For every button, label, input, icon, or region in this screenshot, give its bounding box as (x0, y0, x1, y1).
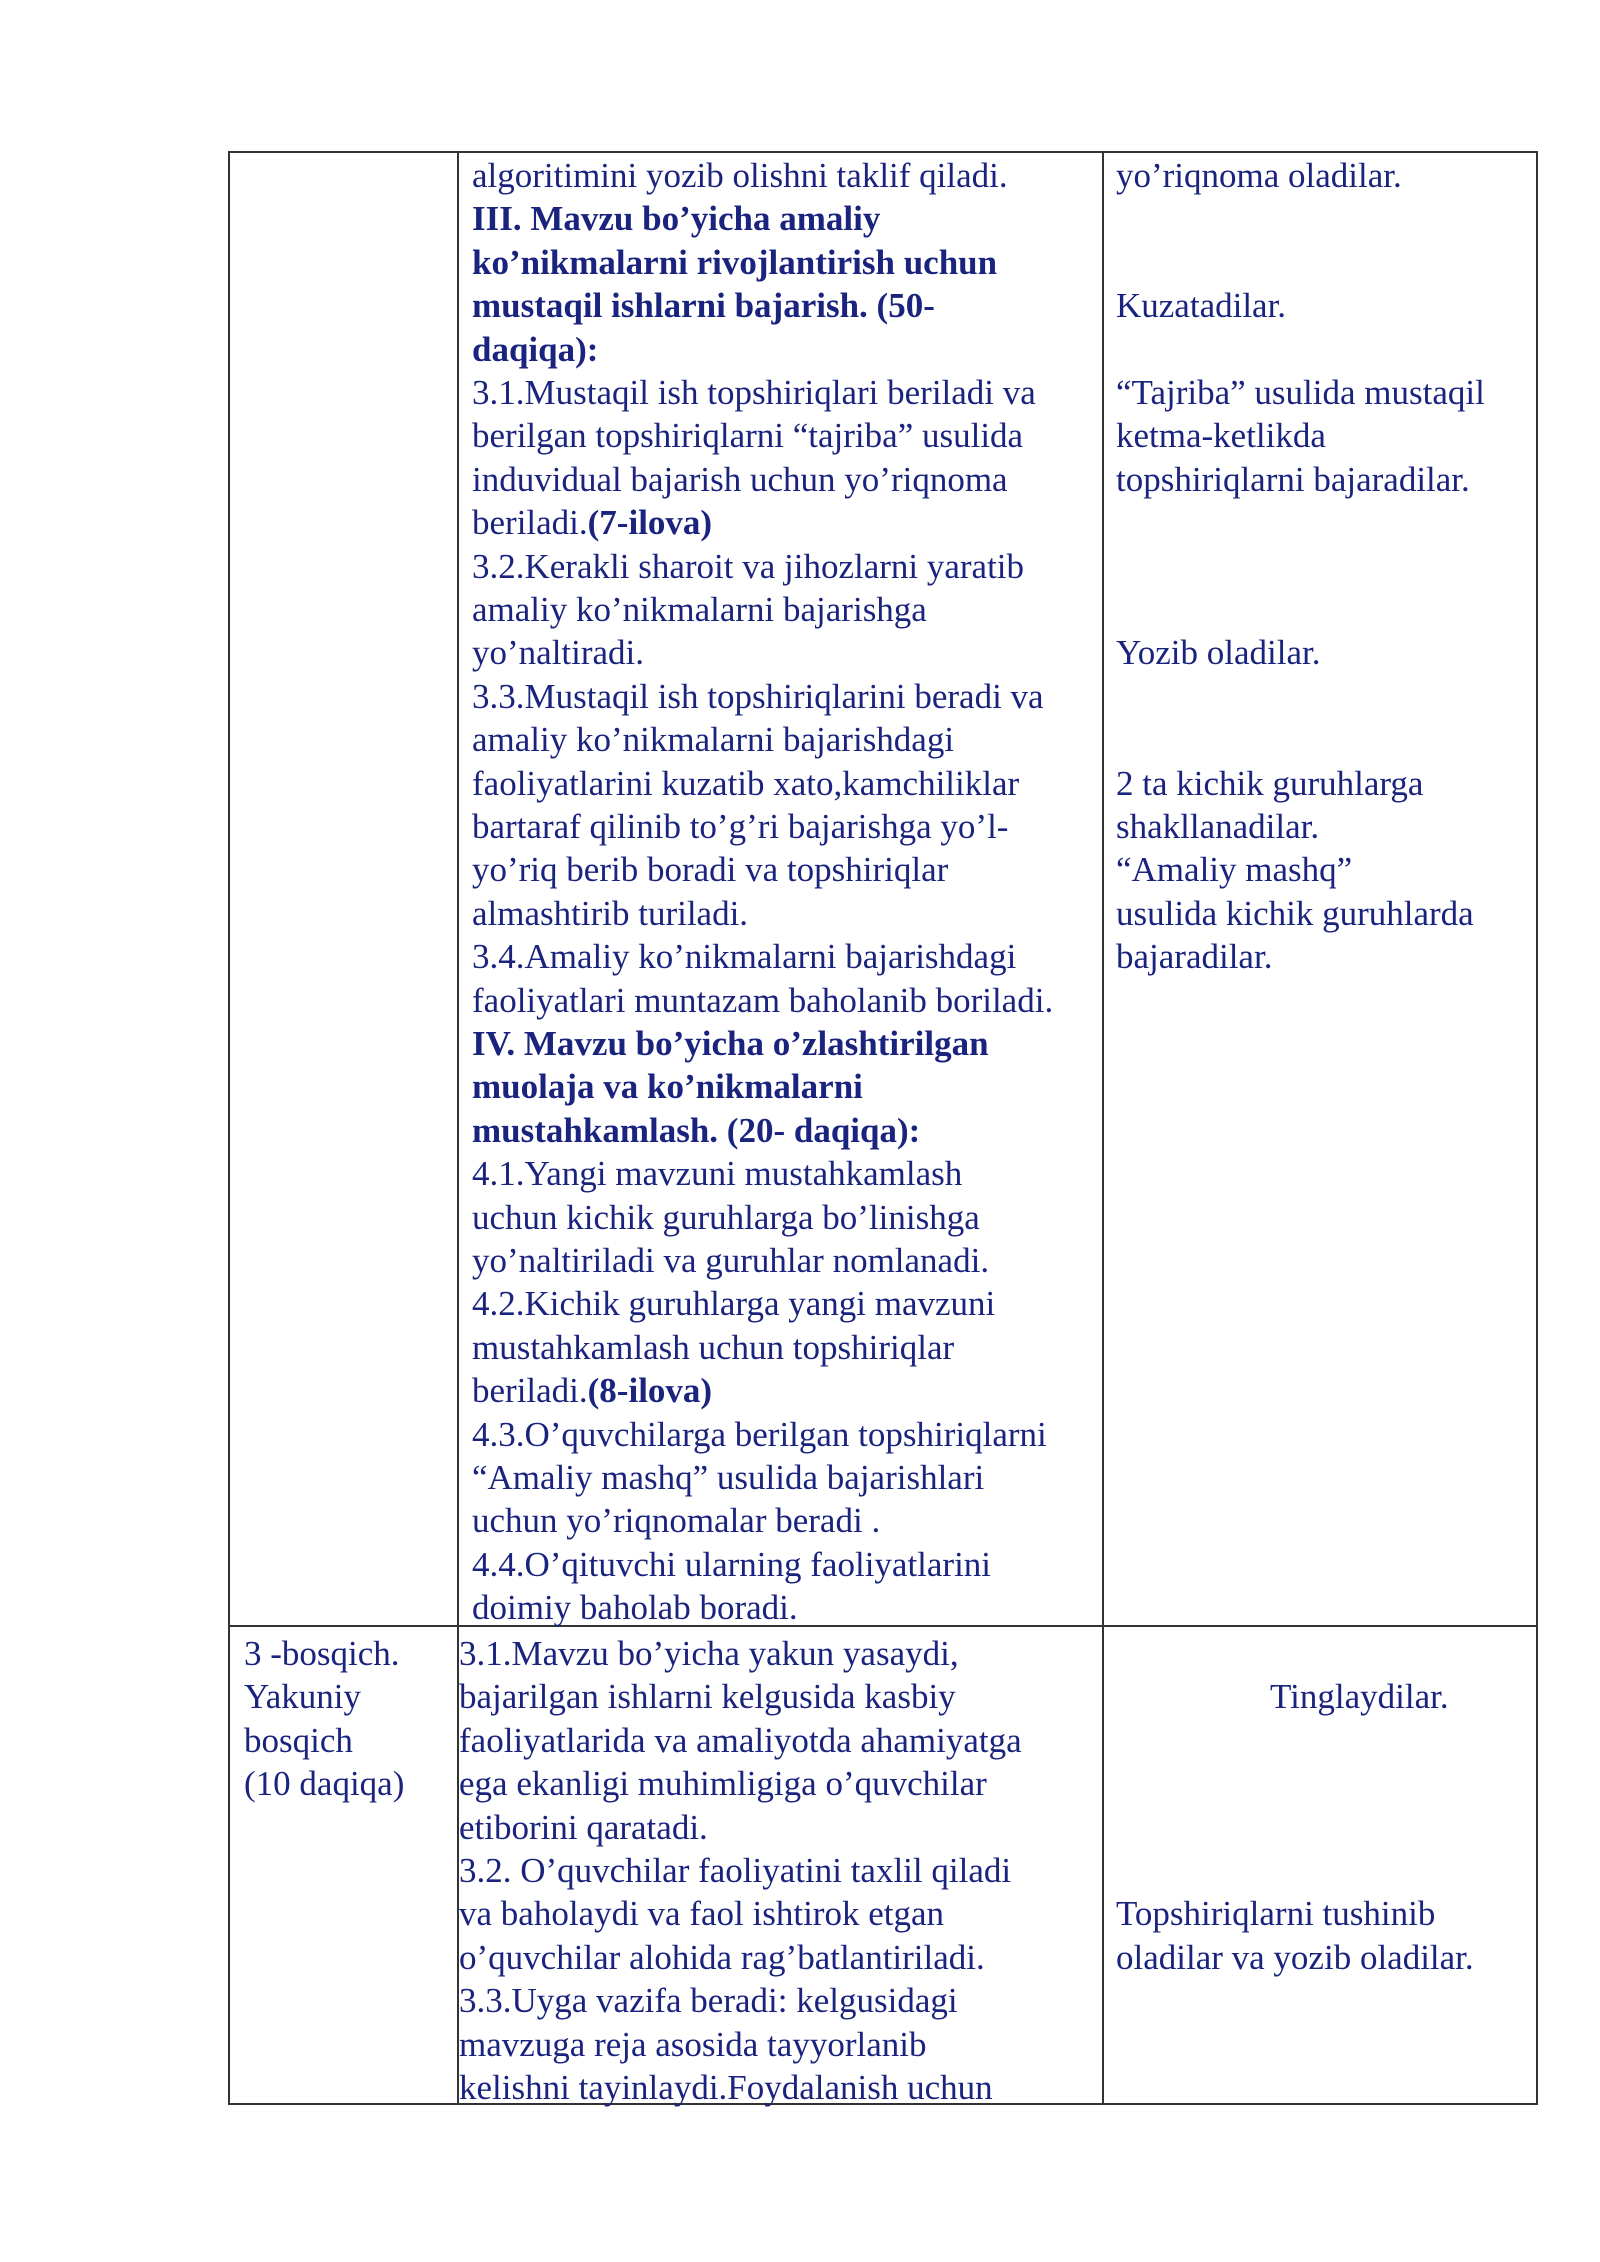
teacher-activity-line: amaliy ko’nikmalarni bajarishdagi (472, 720, 955, 760)
student-activity-line: “Amaliy mashq” (1116, 850, 1353, 890)
stage-label-line: 3 -bosqich. (244, 1634, 400, 1673)
teacher-activity-line: algoritimini yozib olishni taklif qiladi. (472, 156, 1008, 195)
stage-label-line: Yakuniy (244, 1677, 362, 1717)
teacher-activity-line: 4.4.O’qituvchi ularning faoliyatlarini (472, 1544, 992, 1584)
teacher-activity-line: bartaraf qilinib to’g’ri bajarishga yo’l- (472, 807, 1009, 846)
student-activity-line: oladilar va yozib oladilar. (1116, 1937, 1474, 1977)
teacher-activity-line: 3.3.Mustaqil ish topshiriqlarini beradi va (472, 676, 1044, 716)
teacher-activity-line: IV. Mavzu bo’yicha o’zlashtirilgan (472, 1024, 989, 1063)
teacher-activity-line: uchun yo’riqnomalar beradi . (472, 1501, 881, 1541)
teacher-activity-line: o’quvchilar alohida rag’batlantiriladi. (459, 1937, 985, 1977)
teacher-activity-line: ko’nikmalarni rivojlantirish uchun (472, 242, 998, 282)
teacher-activity-line: 3.2. O’quvchilar faoliyatini taxlil qiladi (459, 1851, 1012, 1890)
student-activity-line: yo’riqnoma oladilar. (1116, 156, 1402, 195)
teacher-activity-line: 3.4.Amaliy ko’nikmalarni bajarishdagi (472, 937, 1017, 977)
row1-stage-cell (230, 153, 459, 1627)
teacher-activity-line: 3.1.Mustaqil ish topshiriqlari beriladi va (472, 373, 1036, 412)
teacher-activity-line: uchun kichik guruhlarga bo’linishga (472, 1197, 980, 1237)
student-activity-line: “Tajriba” usulida mustaqil (1116, 373, 1485, 412)
student-activity-line: Yozib oladilar. (1116, 633, 1321, 673)
teacher-activity-line: 4.3.O’quvchilarga berilgan topshiriqlarni (472, 1414, 1047, 1454)
teacher-activity-line: beriladi.(7-ilova) (472, 503, 713, 543)
teacher-activity-line: 3.2.Kerakli sharoit va jihozlarni yaratib (472, 546, 1025, 586)
teacher-activity-line: doimiy baholab boradi. (472, 1588, 798, 1628)
teacher-activity-line: bajarilgan ishlarni kelgusida kasbiy (459, 1677, 956, 1717)
teacher-activity-line: 3.1.Mavzu bo’yicha yakun yasaydi, (459, 1634, 959, 1673)
stage-label-line: bosqich (244, 1720, 353, 1760)
student-activity-line: Kuzatadilar. (1116, 286, 1287, 326)
teacher-activity-line: faoliyatlari muntazam baholanib boriladi. (472, 980, 1054, 1020)
student-activity-line: Topshiriqlarni tushinib (1116, 1894, 1436, 1934)
student-activity-line: ketma-ketlikda (1116, 416, 1326, 456)
teacher-activity-line: ega ekanligi muhimligiga o’quvchilar (459, 1764, 987, 1804)
teacher-activity-line: faoliyatlarini kuzatib xato,kamchiliklar (472, 763, 1020, 803)
teacher-activity-line: III. Mavzu bo’yicha amaliy (472, 199, 881, 239)
stage-label-line: (10 daqiqa) (244, 1764, 405, 1804)
student-activity-line: topshiriqlarni bajaradilar. (1116, 459, 1470, 499)
teacher-activity-line: daqiqa): (472, 329, 599, 369)
student-activity-line: 2 ta kichik guruhlarga (1116, 763, 1424, 803)
student-activity-line: shakllanadilar. (1116, 807, 1320, 846)
teacher-activity-line: 3.3.Uyga vazifa beradi: kelgusidagi (459, 1981, 958, 2021)
teacher-activity-line: “Amaliy mashq” usulida bajarishlari (472, 1458, 985, 1497)
student-activity-line: usulida kichik guruhlarda (1116, 893, 1474, 933)
teacher-activity-line: kelishni tayinlaydi.Foydalanish uchun (459, 2068, 993, 2107)
teacher-activity-line: etiborini qaratadi. (459, 1807, 708, 1847)
teacher-activity-line: 4.2.Kichik guruhlarga yangi mavzuni (472, 1284, 996, 1324)
teacher-activity-line-appendix-ref: (7-ilova) (587, 503, 713, 543)
teacher-activity-line: va baholaydi va faol ishtirok etgan (459, 1894, 944, 1934)
teacher-activity-line: almashtirib turiladi. (472, 893, 749, 933)
teacher-activity-line: muolaja va ko’nikmalarni (472, 1067, 863, 1107)
teacher-activity-line: yo’naltiriladi va guruhlar nomlanadi. (472, 1241, 990, 1280)
teacher-activity-line: mustahkamlash. (20- daqiqa): (472, 1110, 921, 1150)
teacher-activity-line: induvidual bajarish uchun yo’riqnoma (472, 459, 1008, 499)
teacher-activity-line: amaliy ko’nikmalarni bajarishga (472, 590, 927, 629)
student-activity-line: bajaradilar. (1116, 937, 1273, 977)
teacher-activity-line: yo’riq berib boradi va topshiriqlar (472, 850, 949, 890)
teacher-activity-line: yo’naltiradi. (472, 633, 645, 673)
teacher-activity-line: mavzuga reja asosida tayyorlanib (459, 2024, 927, 2064)
teacher-activity-line: 4.1.Yangi mavzuni mustahkamlash (472, 1154, 963, 1194)
teacher-activity-line: beriladi.(8-ilova) (472, 1371, 713, 1411)
student-activity-line: Tinglaydilar. (1270, 1677, 1449, 1717)
teacher-activity-line: mustahkamlash uchun topshiriqlar (472, 1327, 955, 1367)
teacher-activity-line: berilgan topshiriqlarni “tajriba” usulida (472, 416, 1024, 456)
teacher-activity-line-appendix-ref: (8-ilova) (587, 1371, 713, 1411)
teacher-activity-line: mustaqil ishlarni bajarish. (50- (472, 286, 935, 326)
teacher-activity-line: faoliyatlarida va amaliyotda ahamiyatga (459, 1720, 1022, 1760)
